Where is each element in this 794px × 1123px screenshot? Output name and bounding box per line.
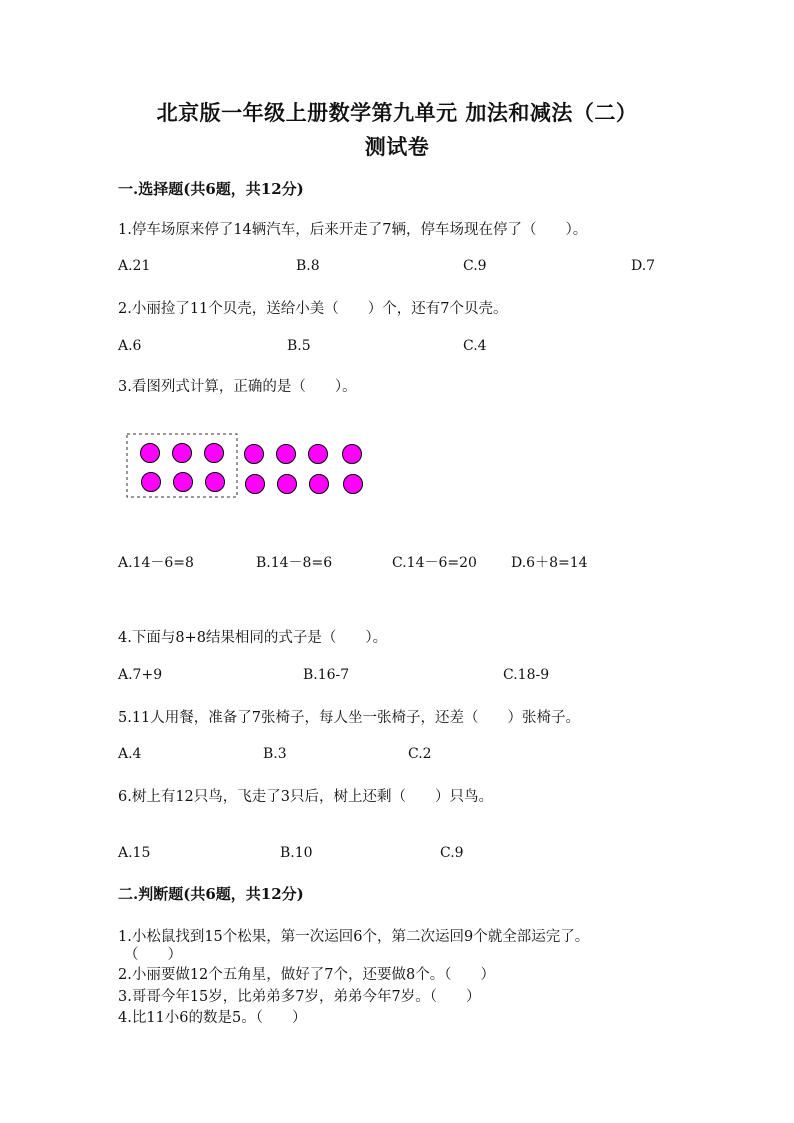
question-1: 1.停车场原来停了14辆汽车，后来开走了7辆，停车场现在停了（ ）。: [118, 222, 588, 238]
q6-option-a[interactable]: A.15: [118, 845, 151, 861]
judge-item-3: 3.哥哥今年15岁，比弟弟多7岁，弟弟今年7岁。（ ）: [118, 989, 481, 1005]
page-title: 北京版一年级上册数学第九单元 加法和减法（二）: [156, 100, 638, 125]
q1-option-c[interactable]: C.9: [463, 258, 487, 274]
free-dot: [309, 445, 328, 464]
q1-option-a[interactable]: A.21: [118, 258, 151, 274]
q2-option-a[interactable]: A.6: [118, 338, 142, 354]
q2-option-c[interactable]: C.4: [463, 338, 487, 354]
question-3: 3.看图列式计算，正确的是（ ）。: [118, 379, 357, 395]
free-dot: [245, 445, 264, 464]
q3-option-a[interactable]: A.14－6=8: [118, 555, 194, 571]
boxed-dot: [174, 473, 193, 492]
boxed-dot: [173, 444, 192, 463]
q3-option-b[interactable]: B.14－8=6: [256, 555, 333, 571]
q5-option-c[interactable]: C.2: [408, 746, 432, 762]
free-dot: [344, 475, 363, 494]
section-heading-choice: 一.选择题(共6题，共12分): [118, 180, 304, 198]
q4-option-c[interactable]: C.18-9: [503, 667, 550, 683]
q4-option-a[interactable]: A.7+9: [118, 667, 163, 683]
q5-option-b[interactable]: B.3: [263, 746, 287, 762]
judge-item-4: 4.比11小6的数是5。（ ）: [118, 1010, 307, 1026]
q3-option-c[interactable]: C.14－6=20: [392, 555, 477, 571]
judge-item-1: 1.小松鼠找到15个松果，第一次运回6个，第二次运回9个就全部运完了。: [118, 929, 590, 945]
q1-option-d[interactable]: D.7: [631, 258, 656, 274]
free-dot: [277, 445, 296, 464]
section-heading-judge: 二.判断题(共6题，共12分): [118, 885, 304, 903]
dots-figure: [120, 428, 380, 508]
q5-option-a[interactable]: A.4: [118, 746, 142, 762]
question-4: 4.下面与8+8结果相同的式子是（ ）。: [118, 630, 388, 646]
free-dot: [310, 475, 329, 494]
boxed-dot: [206, 473, 225, 492]
free-dot: [246, 475, 265, 494]
q6-option-c[interactable]: C.9: [440, 845, 464, 861]
q4-option-b[interactable]: B.16-7: [303, 667, 350, 683]
free-dot: [278, 475, 297, 494]
q2-option-b[interactable]: B.5: [287, 338, 311, 354]
question-2: 2.小丽捡了11个贝壳，送给小美（ ）个，还有7个贝壳。: [118, 301, 508, 317]
boxed-dot: [142, 473, 161, 492]
q6-option-b[interactable]: B.10: [280, 845, 313, 861]
free-dot: [343, 445, 362, 464]
boxed-dot: [141, 444, 160, 463]
judge-item-2: 2.小丽要做12个五角星，做好了7个，还要做8个。（ ）: [118, 967, 495, 983]
page-subtitle: 测试卷: [364, 134, 430, 159]
question-6: 6.树上有12只鸟，飞走了3只后，树上还剩（ ）只鸟。: [118, 789, 494, 805]
question-5: 5.11人用餐，准备了7张椅子，每人坐一张椅子，还差（ ）张椅子。: [118, 710, 581, 726]
q1-option-b[interactable]: B.8: [296, 258, 320, 274]
boxed-dot: [205, 444, 224, 463]
judge-item-1-answer-blank[interactable]: （ ）: [124, 947, 182, 963]
q3-option-d[interactable]: D.6＋8=14: [511, 555, 588, 571]
